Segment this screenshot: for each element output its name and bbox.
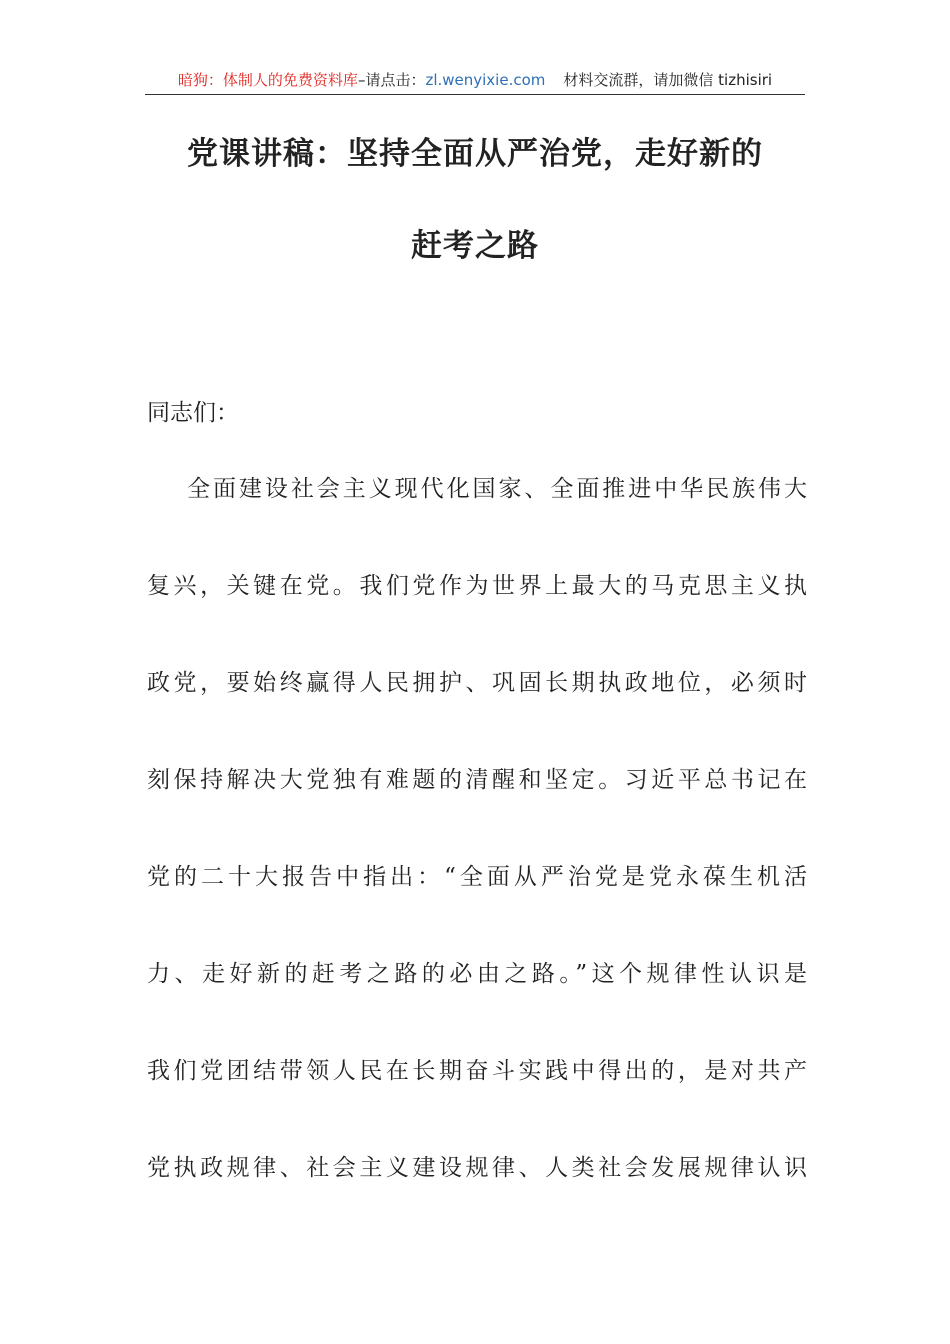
paragraph-line-7: 我们党团结带领人民在长期奋斗实践中得出的，是对共产 — [147, 1058, 807, 1084]
paragraph-line-8: 党执政规律、社会主义建设规律、人类社会发展规律认识 — [147, 1155, 807, 1181]
header-click-prompt: –请点击： — [357, 71, 426, 89]
paragraph-line-6: 力、走好新的赶考之路的必由之路。”这个规律性认识是 — [147, 961, 807, 987]
document-title-line-1: 党课讲稿：坚持全面从严治党，走好新的 — [187, 136, 763, 172]
document-title-line-2: 赶考之路 — [411, 228, 539, 264]
salutation: 同志们： — [147, 400, 239, 426]
page-header — [145, 68, 805, 95]
paragraph-line-1: 全面建设社会主义现代化国家、全面推进中华民族伟大 — [187, 476, 807, 502]
paragraph-line-3: 政党，要始终赢得人民拥护、巩固长期执政地位，必须时 — [147, 670, 807, 696]
header-url-link[interactable]: zl.wenyixie.com — [425, 71, 546, 89]
header-site-name: 暗狗：体制人的免费资料库 — [177, 71, 358, 89]
paragraph-line-2: 复兴，关键在党。我们党作为世界上最大的马克思主义执 — [147, 573, 807, 599]
header-group-note: 材料交流群，请加微信 tizhisiri — [563, 71, 773, 89]
paragraph-line-5: 党的二十大报告中指出：“全面从严治党是党永葆生机活 — [147, 864, 807, 890]
paragraph-line-4: 刻保持解决大党独有难题的清醒和坚定。习近平总书记在 — [147, 767, 807, 793]
